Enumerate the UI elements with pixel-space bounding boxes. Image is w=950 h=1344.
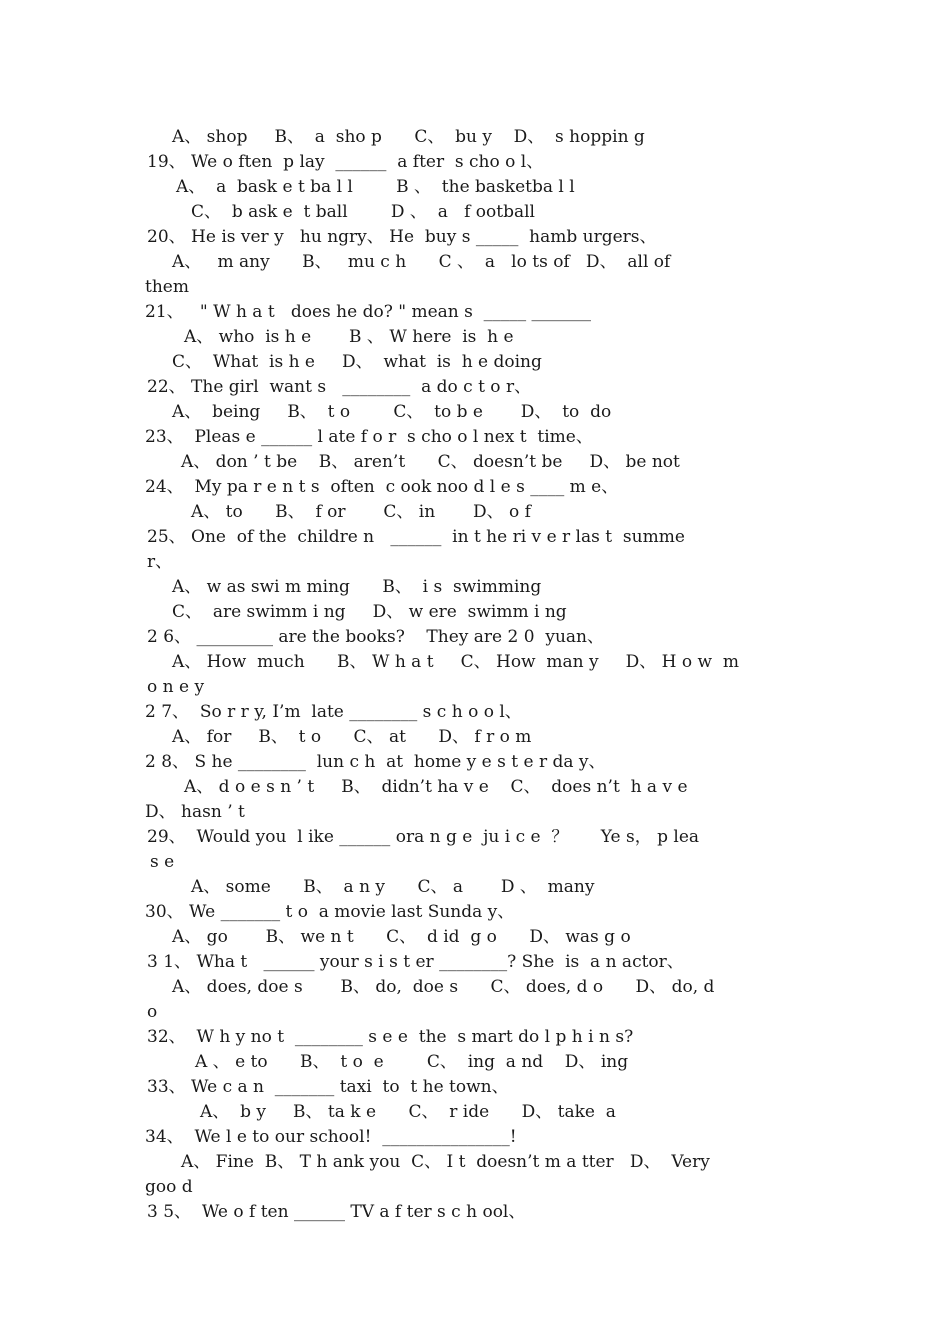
answer-options-19a: A、 a bask e t ba l l B 、 the basketba l l — [176, 177, 575, 197]
question-34: 34、 We l e to our school! _______________! — [145, 1127, 517, 1147]
question-23: 23、 Pleas e ______ l ate f o r s cho o l nex t time、 — [145, 427, 593, 447]
answer-options-26-wrap: o n e y — [147, 677, 205, 697]
answer-options-21b: C、 What is h e D、 what is h e doing — [172, 352, 542, 372]
question-22: 22、 The girl want s ________ a do c t o r、 — [147, 377, 532, 397]
question-29-wrap: s e — [150, 852, 175, 872]
answer-options-29: A、 some B、 a n y C、 a D 、 many — [191, 877, 595, 897]
question-19: 19、 We o ften p lay ______ a fter s cho o l、 — [147, 152, 544, 172]
answer-options-25a: A、 w as swi m ming B、 i s swimming — [172, 577, 542, 597]
answer-options-23: A、 don ’ t be B、 aren’t C、 doesn’t be D、 be not — [181, 452, 680, 472]
answer-options-19b: C、 b ask e t ball D 、 a f ootball — [191, 202, 535, 222]
answer-options-33: A、 b y B、 ta k e C、 r ide D、 take a — [200, 1102, 616, 1122]
question-31: 3 1、 Wha t ______ your s i s t er ________? She is a n actor、 — [147, 952, 684, 972]
answer-options-30: A、 go B、 we n t C、 d id g o D、 was g o — [172, 927, 631, 947]
answer-options-20: A、 m any B、 mu c h C 、 a lo ts of D、 all of — [172, 252, 671, 272]
question-25-wrap: r、 — [147, 552, 173, 572]
question-20: 20、 He is ver y hu ngry、 He buy s _____ hamb urgers、 — [147, 227, 657, 247]
answer-options-32: A 、 e to B、 t o e C、 ing a nd D、 ing — [195, 1052, 629, 1072]
question-25: 25、 One of the childre n ______ in t he ri v e r las t summe — [147, 527, 685, 547]
question-32: 32、 W h y no t ________ s e e the s mart do l p h i n s? — [147, 1027, 634, 1047]
answer-options-31-wrap: o — [147, 1002, 158, 1022]
question-26: 2 6、 _________ are the books? They are 2 0 yuan、 — [147, 627, 604, 647]
answer-options-22: A、 being B、 t o C、 to b e D、 to do — [172, 402, 612, 422]
question-21: 21、 " W h a t does he do? " mean s _____ _______ — [145, 302, 592, 322]
answer-options-34-wrap: goo d — [145, 1177, 193, 1197]
answer-options-20-wrap: them — [145, 277, 189, 297]
answer-options-31: A、 does, doe s B、 do, doe s C、 does, d o D、 do, d — [172, 977, 715, 997]
question-27: 2 7、 So r r y, I’m late ________ s c h o o l、 — [145, 702, 522, 722]
question-28: 2 8、 S he ________ lun c h at home y e s t e r da y、 — [145, 752, 606, 772]
answer-options-28: A、 d o e s n ’ t B、 didn’t ha v e C、 does n’t h a v e — [184, 777, 688, 797]
answer-options-34: A、 Fine B、 T h ank you C、 I t doesn’t m a tter D、 Very — [181, 1152, 710, 1172]
answer-options-27: A、 for B、 t o C、 at D、 f r o m — [172, 727, 532, 747]
question-29: 29、 Would you l ike ______ ora n g e ju i c e ？ Ye s， p lea — [147, 827, 700, 847]
question-30: 30、 We _______ t o a movie last Sunda y、 — [145, 902, 515, 922]
answer-options-26: A、 How much B、 W h a t C、 How man y D、 H o w m — [172, 652, 740, 672]
answer-options-25b: C、 are swimm i ng D、 w ere swimm i ng — [172, 602, 567, 622]
answer-options-28-wrap: D、 hasn ’ t — [145, 802, 245, 822]
question-33: 33、 We c a n _______ taxi to t he town、 — [147, 1077, 509, 1097]
answer-options-21a: A、 who is h e B 、 W here is h e — [184, 327, 514, 347]
answer-options-18: A、 shop B、 a sho p C、 bu y D、 s hoppin g — [172, 127, 645, 147]
answer-options-24: A、 to B、 f or C、 in D、 o f — [191, 502, 531, 522]
question-35: 3 5、 We o f ten ______ TV a f ter s c h ool、 — [147, 1202, 526, 1222]
question-24: 24、 My pa r e n t s often c ook noo d l e s ____ m e、 — [145, 477, 619, 497]
